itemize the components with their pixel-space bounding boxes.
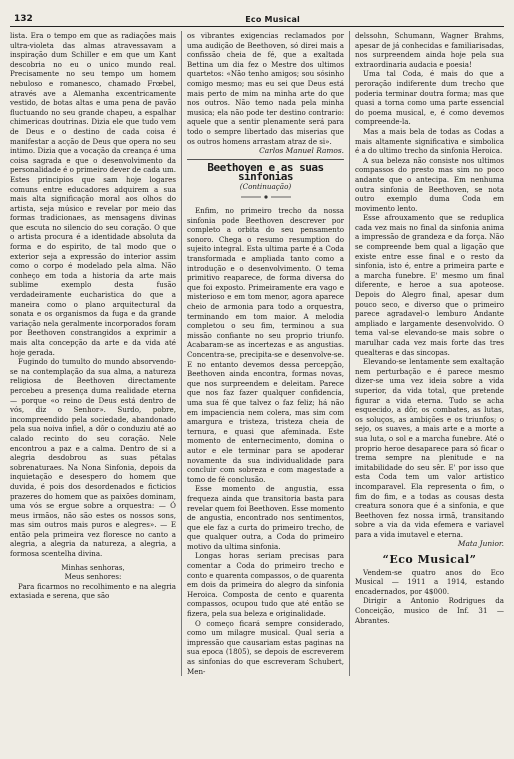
article-paragraph: Esse momento de angustia, essa frequeza ainda que transitoria basta para revelar quem foi Beethoven. Esse momento de angustia, encontrado nos sentimentos, que ele faz a curta do primeiro trecho, de que qualquer outra, a Coda do primeiro motivo da ultima sinfonia. bbox=[187, 484, 344, 551]
article-paragraph: Para ficarmos no recolhimento e na alegria extasiada e serena, que são bbox=[10, 581, 176, 601]
notice-text: Vendem-se quatro anos do Eco Musical — 1911 a 1914, estando encadernados, por 4$000. bbox=[355, 567, 504, 596]
section-title: Beethoven e as suas sinfonias bbox=[207, 160, 324, 184]
article-paragraph: Mas a mais bela de todas as Codas a mais altamente significativa e simbolica é a do ultimo trecho da sinfonia Heroica. bbox=[355, 126, 504, 156]
article-paragraph: Elevando-se lentamente sem exaltação nem perturbação e é parece mesmo dizer-se uma vez ideia sobre a vida superior, da vida total, que pretende figurar a vida eterna. Tudo se acha esquecido, a dôr, os combates, as lutas, os soluços, as ambições e os triunfos; o sejo, os suaves, a mais arte e a morte a sua luta, o sol e a marcha funebre. Até o proprio heroe desaparece para só ficar o trema sempre na plenitude e na imitabilidade do seu sêr. E' por isso que esta Coda tem um valor artistico incomparavel. Ela representa o fim, o fim do fim, e a todas as cousas desta creatura sonora que é a sinfonia, e que Beethoven fez nossa irmã, transitando sobre a via da vida efemera e variavel para a vida imutavel e eterna. bbox=[355, 357, 504, 539]
page-number: 132 bbox=[14, 14, 33, 24]
author-signature: Mata Junior. bbox=[457, 539, 504, 549]
article-paragraph: A sua beleza não consiste nos ultimos compassos do presto mas sim no poco andante que o antecipa. Em nenhuma outra sinfonia de Beethoven, se nota outro exemplo duma Coda em movimento lento. bbox=[355, 155, 504, 213]
publication-title: Eco Musical bbox=[245, 15, 300, 24]
closing-salutation: Meus senhores: bbox=[64, 572, 122, 582]
notice-text: Dirigir a Antonio Rodrigues da Conceição, musico de Inf. 31 — Abrantes. bbox=[355, 596, 504, 625]
column-middle bbox=[181, 31, 349, 676]
article-paragraph: Longas horas seriam precisas para comentar a Coda do primeiro trecho e conto e quarenta compassos, o de quarenta em dois da primeira do alegro da sinfonia Heroica. Composta de cento e quarenta compassos, ocupou tudo que até então se fizera, pela sua beleza e originalidade. bbox=[187, 551, 345, 619]
article-paragraph: O começo ficará sempre considerado, como um milagre musical. Qual seria a impressão que causariam estas paginas na sua epoca (1805), se depois de escreverem as sinfonias do que escreveram Schubert, Men- bbox=[187, 618, 344, 676]
article-paragraph: os vibrantes exigencias reclamados por uma audição de Beethoven, só direi mais a confissão cheia de fé, que a exaltada Bettina um dia fez o Mestre dos ultimos quartetos: «Não tenho amigos; sou sósinho comigo mesmo; mas eu sei que Deus está mais perto de mim na minha arte do que nos outros. Não temo nada pela minha musica; ela não pode ter destino contrario: aquele que a sentir plenamente será para todo o sempre libertado das miserias que os outros homens arrastam atraz de si». bbox=[187, 31, 344, 146]
notice-title: “Eco Musical” bbox=[382, 553, 477, 567]
article-paragraph: Uma tal Coda, é mais do que a peroração indiferente dum trecho que poderia terminar doutra forma; mas que quasi a torna como uma parte essencial do poema musical, e, é como devemos compreende-la. bbox=[355, 69, 504, 127]
column-right bbox=[349, 31, 504, 676]
page-header bbox=[10, 6, 504, 27]
section-divider bbox=[187, 159, 344, 160]
article-paragraph: lista. Era o tempo em que as radiações mais ultra-violeta das almas atravessavam a inspiração dum Schiller e em que um Kant descobria no eu o unico mundo real. Precisamente no seu tempo um homem nebuloso e romanesco, chamado Frœbel, através ave a Alemanha excentricamente vestido, de botas altas e uma pena de pavão fluctuando no seu grande chapeu, a espalhar chimericas doutrinas. Dizia ele que tudo vem de Deus e o destino de cada coisa é manifestar a acção de Deus que opera no seu intimo. Dizia que a vocação da creança é uma coisa sagrada e que o desenvolvimento da personalidade é o primeiro dever de cada um. Estes principios que sam hoje logares comuns entre educadores adquirem a sua mais alta significação moral aos olhos do artista, seja músico e revelar por meio das formas tradicionaes, as mensagens divinas que escuta no silencio do seu coração. O que o artista procura é a identidade absoluta da forma e do espirito, de tal modo que o exterior seja a expressão do interior assim como o corpo é modelado pela alma. Não conheço em toda a historia da arte mais sublime exemplo desta fusão verdadeiramente eucharistica do que a maneira como o plano arquitectural da sonata e os organismos da fuga e da grande variação nela geralmente incorporados foram por Beethoven constrangidos a exprimir a mais alta concepção da arte e da vida até hoje gerada. bbox=[10, 31, 176, 357]
article-columns bbox=[10, 31, 504, 676]
article-paragraph: Enfim, no primeiro trecho da nossa sinfonia pode Beethoven descrever por completo a orbita do seu pensamento sonoro. Chega o resumo resumption do sujeito integral. Esta ultima parte é a Coda transformada e ampliada tanto como a introdução e o desenvolvimento. O tema primitivo reaparece, de forma diversa do que foi exposto. Primeiramente era vago e misterioso e em tom menor, agora aparece cheio de armonia para todo a orquestra, terminando em tom maior. A melodia completou o seu fim, terminou a sua missão confiante no seu proprio triunfo. Acabaram-se as incertezas e as angustias. Concentra-se, precipita-se e desenvolve-se. E no entanto devemos dessa percepção, Beethoven ainda encontra, formas novas, que nos surpreendem e deleitam. Parece que nos faz fazer qualquer confidencia, uma sua fé que talvez o faz feliz; há não em impaciencia nem colera, mas sim com amargura e tristeza, tristeza cheia de ternura, e quasi que afeminada. Este momento de enternecimento, domina o autor e ele terminar para se apoderar novamente da sua individualidade para concluir com sobreza e com magestade a tomo de fé conclusão. bbox=[187, 206, 344, 484]
section-subtitle: (Continuação) bbox=[239, 181, 292, 191]
article-paragraph: Fugindo do tumulto do mundo absorvendo-se na contemplação da sua alma, a natureza religiosa de Beethoven directamente percebeu a presença duma realidade eterna — porque «o reino de Deus está dentro de vós, diz o Senhor». Surdo, pobre, incompreendido pela sociedade, abandonado pela sua noiva infiel, a dôr o conduziu até ao calado recinto do seu coração. Nele encontrou a paz e a calma. Dentro de si a alegria desdobrou as suas pétalas sobrenaturaes. Na Nona Sinfonia, depois da inquietação e desespero do homem que duvida, é pois dos desordenados e ficticios prazeres do homem que as paixões dominam, uma vós se ergue sobre a orquestra: — Ó meus irmãos, não são estes os nossos sons, mas sim outros mais puros e alegres». — E então pela primeira vez floresce no canto a alegria, a alegria da natureza, a alegria, a formosa scentelha divina. bbox=[10, 357, 176, 559]
article-paragraph: Esse afrouxamento que se reduplica cada vez mais no final da sinfonia anima a impressão de grandeza e da força. Não se compreende bem qual a ligação que existe entre esse final e o resto da sinfonia, isto é, entre a primeira parte e a marcha funebre. E' mesmo um final diferente, e heroe a sua apoteose. Depois do Alegro final, apesar dum pouco seco, e diverso que o primeiro parece agradavel-o lemburo Andante ampliado e largamente desenvolvido. O tema val-se elevando-se mais sobre o marulhar cada vez mais forte das tres quealteras e das sincopas. bbox=[355, 213, 504, 357]
article-paragraph: delssohn, Schumann, Wagner Brahms, apesar de já conhecidas e familiarisadas, nos surpreendem ainda hoje pela sua extraordinaria audacia e poesia! bbox=[355, 31, 504, 69]
closing-salutation: Minhas senhoras, bbox=[61, 562, 125, 572]
column-left bbox=[10, 31, 181, 676]
ornament-divider bbox=[187, 194, 344, 204]
author-signature: Carlos Manuel Ramos. bbox=[259, 146, 344, 156]
